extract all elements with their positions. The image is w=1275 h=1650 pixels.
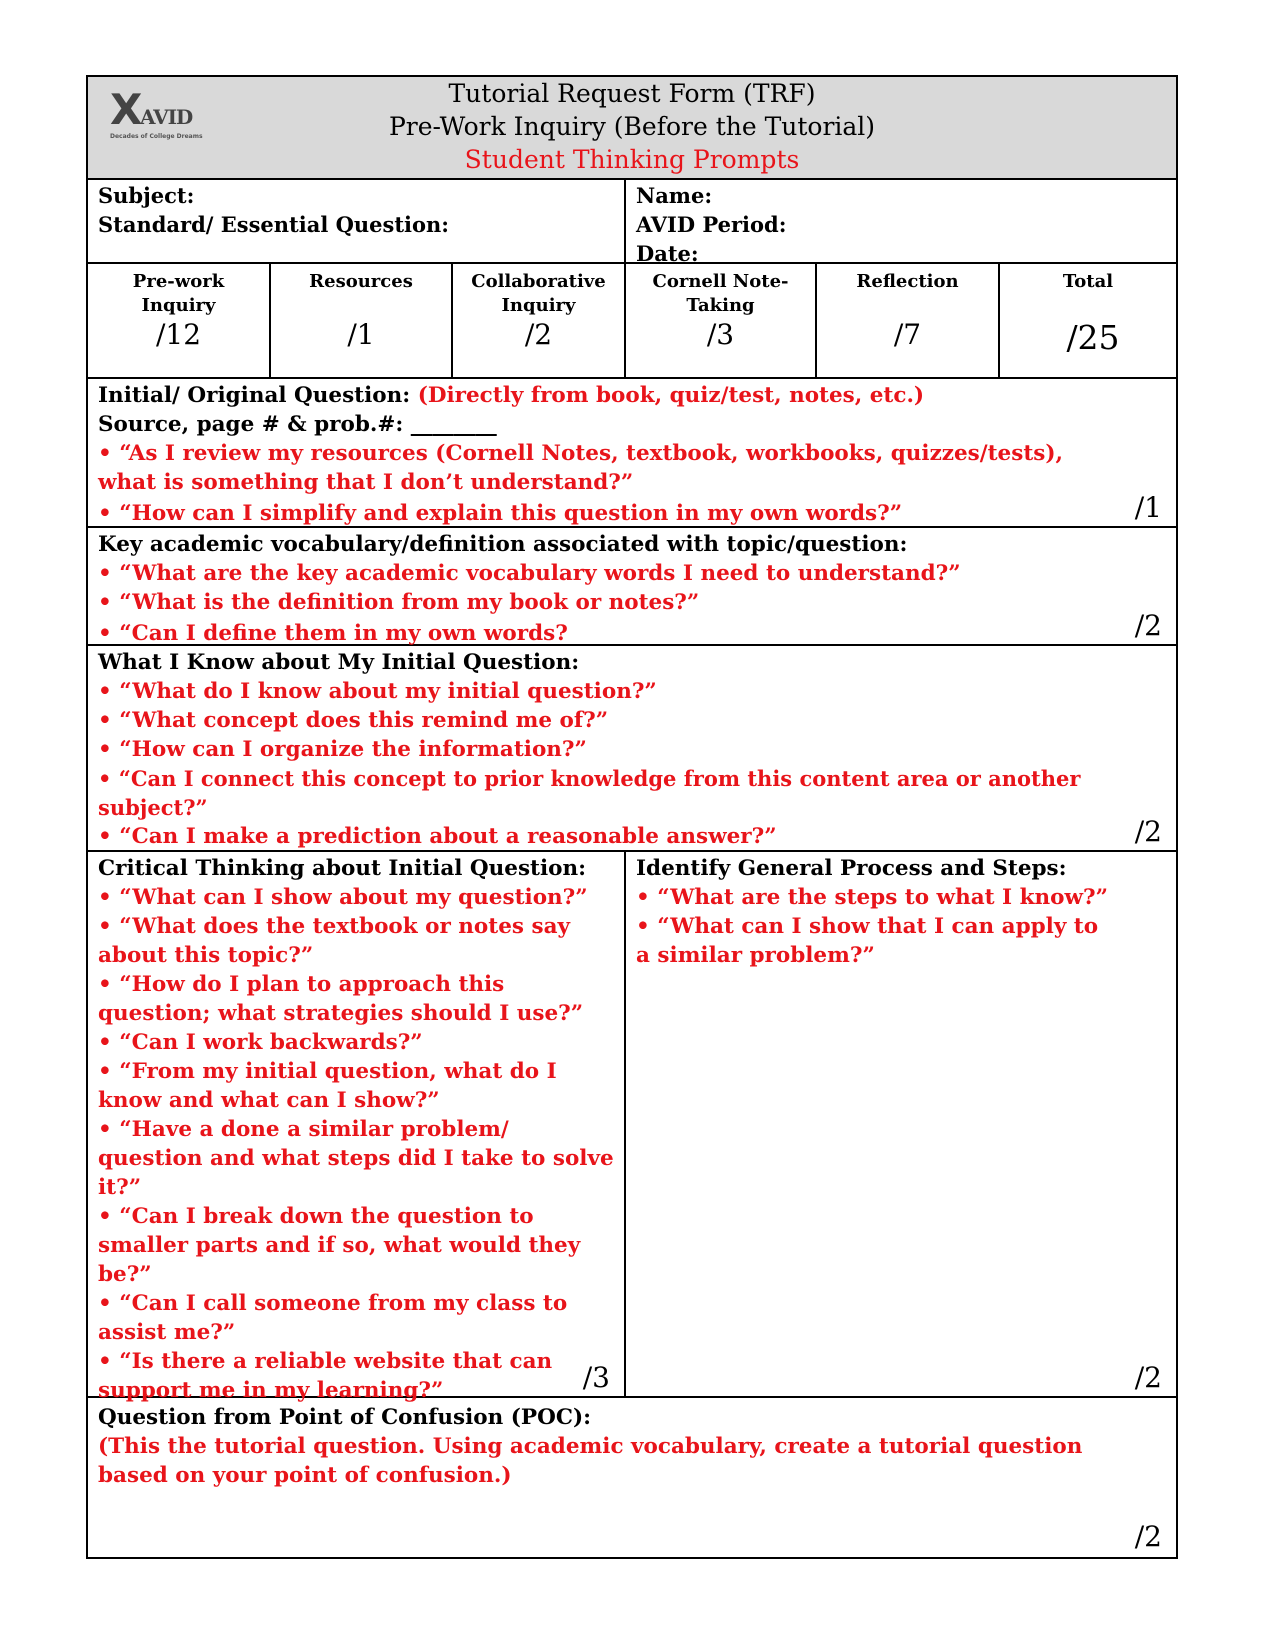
points-box[interactable]: /3 — [582, 1361, 610, 1394]
points-box[interactable]: /2 — [1134, 1361, 1162, 1394]
form-subtitle: Pre-Work Inquiry (Before the Tutorial) — [388, 112, 876, 141]
initial-heading-text: Initial/ Original Question: — [98, 383, 411, 408]
prompt: • “What can I show that I can apply to a similar problem?” — [636, 914, 1099, 968]
person-icon: X — [110, 85, 143, 134]
score-value[interactable]: /1 — [347, 318, 375, 351]
process-heading: Identify General Process and Steps: — [636, 856, 1067, 881]
standard-field[interactable]: Standard/ Essential Question: — [98, 212, 450, 237]
prompt: • “Have a done a similar problem/ question and what steps did I take to solve it?” — [98, 1117, 614, 1200]
thinking-row — [88, 852, 1176, 1403]
form-prompts-title: Student Thinking Prompts — [464, 145, 800, 174]
score-collaborative — [453, 264, 626, 377]
prompt: • “How can I simplify and explain this question in my own words?” — [98, 501, 903, 526]
points-box[interactable]: /2 — [1134, 609, 1162, 642]
prompt: • “Can I make a prediction about a reasonable answer?” — [98, 824, 777, 849]
form-title: Tutorial Request Form (TRF) — [448, 79, 816, 108]
score-label: Reflection — [856, 271, 959, 292]
score-value[interactable]: /7 — [893, 318, 922, 351]
prompt: • “What concept does this remind me of?” — [98, 708, 609, 733]
score-resources — [271, 264, 453, 377]
period-field[interactable]: AVID Period: — [636, 212, 787, 237]
prompt: • “What does the textbook or notes say about this topic?” — [98, 914, 570, 968]
date-field[interactable]: Date: — [636, 241, 699, 266]
vocabulary-heading: Key academic vocabulary/definition associated with topic/question: — [98, 532, 908, 557]
critical-thinking-heading: Critical Thinking about Initial Question: — [98, 856, 587, 881]
name-cell — [626, 180, 1176, 266]
points-box[interactable]: /2 — [1134, 815, 1162, 848]
poc-section — [88, 1398, 1176, 1557]
prompt: • “How do I plan to approach this question; what strategies should I use?” — [98, 972, 584, 1026]
score-label: Pre-work — [132, 271, 225, 292]
poc-heading: Question from Point of Confusion (POC): — [98, 1405, 592, 1430]
prompt: • “Can I call someone from my class to assist me?” — [98, 1291, 568, 1345]
score-reflection — [817, 264, 1000, 377]
subject-field[interactable]: Subject: — [98, 183, 195, 208]
critical-thinking-section — [88, 852, 626, 1403]
info-row — [88, 180, 1176, 264]
prompt: • “From my initial question, what do I know and what can I show?” — [98, 1059, 557, 1113]
name-field[interactable]: Name: — [636, 183, 713, 208]
score-label: Resources — [309, 271, 413, 292]
tutorial-request-form — [86, 75, 1178, 1559]
prompt: • “What are the steps to what I know?” — [636, 885, 1108, 910]
prompt: • “Is there a reliable website that can support me in my learning?” — [98, 1349, 553, 1403]
process-section — [626, 852, 1176, 1396]
subject-cell — [88, 180, 626, 262]
vocabulary-section — [88, 528, 1176, 646]
score-total — [1000, 264, 1176, 377]
prompt: • “Can I define them in my own words? — [98, 621, 568, 646]
prompt: • “What can I show about my question?” — [98, 885, 588, 910]
score-value[interactable]: /12 — [155, 318, 202, 351]
what-i-know-section — [88, 646, 1176, 852]
logo-tagline: Decades of College Dreams — [110, 133, 203, 140]
points-box[interactable]: /1 — [1134, 491, 1162, 524]
prompt: • “What are the key academic vocabulary words I need to understand?” — [98, 561, 961, 586]
score-label: Cornell Note- — [652, 271, 789, 292]
score-label: Collaborative — [471, 271, 606, 292]
form-header — [88, 77, 1176, 180]
prompt: • “Can I break down the question to smaller parts and if so, what would they be?” — [98, 1204, 581, 1287]
prompt: • “Can I work backwards?” — [98, 1030, 423, 1055]
prompt: • “What do I know about my initial question?” — [98, 679, 657, 704]
what-i-know-heading: What I Know about My Initial Question: — [98, 650, 580, 675]
avid-logo — [110, 85, 202, 141]
initial-question-heading — [98, 381, 1166, 410]
poc-note: (This the tutorial question. Using academic vocabulary, create a tutorial question based on your point of confusion.) — [98, 1434, 1083, 1488]
prompt: • “Can I connect this concept to prior knowledge from this content area or another subject?” — [98, 766, 1081, 820]
score-label: Inquiry — [501, 295, 576, 316]
score-cornell — [626, 264, 817, 377]
score-label: Inquiry — [141, 295, 216, 316]
prompt: • “How can I organize the information?” — [98, 737, 587, 762]
score-value[interactable]: /2 — [524, 318, 553, 351]
score-label: Total — [1062, 271, 1114, 292]
score-label: Taking — [686, 295, 755, 316]
score-row — [88, 264, 1176, 379]
initial-question-section — [88, 379, 1176, 528]
prompt: • “What is the definition from my book or notes?” — [98, 590, 700, 615]
score-prework — [88, 264, 271, 377]
score-value[interactable]: /25 — [1066, 318, 1120, 357]
prompt: • “As I review my resources (Cornell Notes, textbook, workbooks, quizzes/tests), what is something that I don’t understand?” — [98, 441, 1064, 495]
points-box[interactable]: /2 — [1134, 1520, 1162, 1553]
logo-text: AVID — [140, 105, 193, 129]
score-value[interactable]: /3 — [706, 318, 735, 351]
initial-heading-note: (Directly from book, quiz/test, notes, etc.) — [417, 383, 925, 408]
source-field[interactable]: Source, page # & prob.#: ________ — [98, 412, 497, 437]
